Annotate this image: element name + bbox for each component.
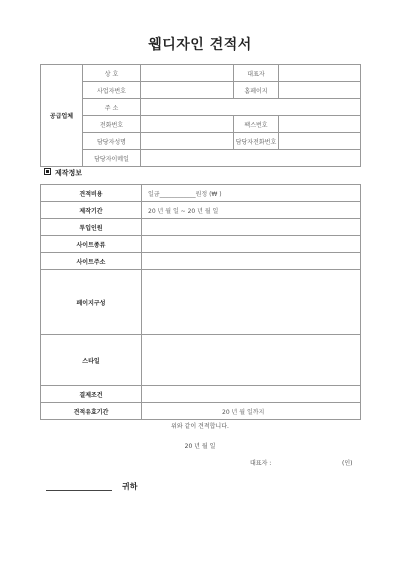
prod-label-site-address: 사이트주소	[41, 253, 142, 270]
supplier-bizno-field[interactable]	[141, 82, 234, 99]
prod-label-validity: 견적유효기간	[41, 403, 142, 420]
prod-label-page-structure: 페이지구성	[41, 270, 142, 335]
supplier-label-ceo: 대표자	[234, 65, 279, 82]
supplier-label-contact-name: 담당자성명	[83, 133, 141, 150]
footer-date: 20 년 월 일	[184, 443, 216, 450]
footer-honorific: 귀하	[122, 482, 138, 491]
supplier-name-field[interactable]	[141, 65, 234, 82]
production-table	[40, 184, 361, 420]
supplier-contact-email-field[interactable]	[141, 150, 361, 167]
prod-label-cost: 견적비용	[41, 185, 142, 202]
prod-period-field[interactable]: 20 년 월 일 ~ 20 년 월 일	[142, 202, 361, 219]
supplier-label-address: 주 소	[83, 99, 141, 116]
supplier-homepage-field[interactable]	[279, 82, 361, 99]
supplier-label-bizno: 사업자번호	[83, 82, 141, 99]
supplier-label-contact-phone: 담당자전화번호	[234, 133, 279, 150]
prod-validity-field[interactable]: 20 년 월 일까지	[142, 403, 361, 420]
production-section-header	[44, 168, 82, 178]
production-section-title: 제작정보	[55, 169, 83, 177]
prod-payment-field[interactable]	[142, 386, 361, 403]
footer-seal: (인)	[342, 460, 353, 467]
prod-site-address-field[interactable]	[142, 253, 361, 270]
supplier-label-name: 상 호	[83, 65, 141, 82]
prod-page-structure-field[interactable]	[142, 270, 361, 335]
supplier-label-homepage: 홈페이지	[234, 82, 279, 99]
supplier-address-field[interactable]	[141, 99, 361, 116]
prod-staff-field[interactable]	[142, 219, 361, 236]
prod-style-field[interactable]	[142, 335, 361, 386]
recipient-line[interactable]	[46, 480, 112, 491]
supplier-contact-name-field[interactable]	[141, 133, 234, 150]
supplier-contact-phone-field[interactable]	[279, 133, 361, 150]
prod-label-payment: 결제조건	[41, 386, 142, 403]
supplier-table	[40, 64, 361, 167]
square-bullet-icon	[44, 168, 51, 175]
prod-label-style: 스타일	[41, 335, 142, 386]
prod-label-site-type: 사이트종류	[41, 236, 142, 253]
prod-cost-field[interactable]: 일금____________원정 (₩ )	[142, 185, 361, 202]
prod-label-staff: 투입인원	[41, 219, 142, 236]
document-title: 웹디자인 견적서	[148, 37, 252, 53]
prod-label-period: 제작기간	[41, 202, 142, 219]
supplier-label-phone: 전화번호	[83, 116, 141, 133]
supplier-fax-field[interactable]	[279, 116, 361, 133]
prod-site-type-field[interactable]	[142, 236, 361, 253]
supplier-ceo-field[interactable]	[279, 65, 361, 82]
supplier-label-fax: 팩스번호	[234, 116, 279, 133]
footer-ceo-label: 대표자 :	[250, 460, 272, 467]
supplier-phone-field[interactable]	[141, 116, 234, 133]
supplier-label-contact-email: 담당자이메일	[83, 150, 141, 167]
supplier-section-label: 공급업체	[41, 65, 83, 167]
footer-statement: 위와 같이 견적합니다.	[171, 423, 229, 430]
